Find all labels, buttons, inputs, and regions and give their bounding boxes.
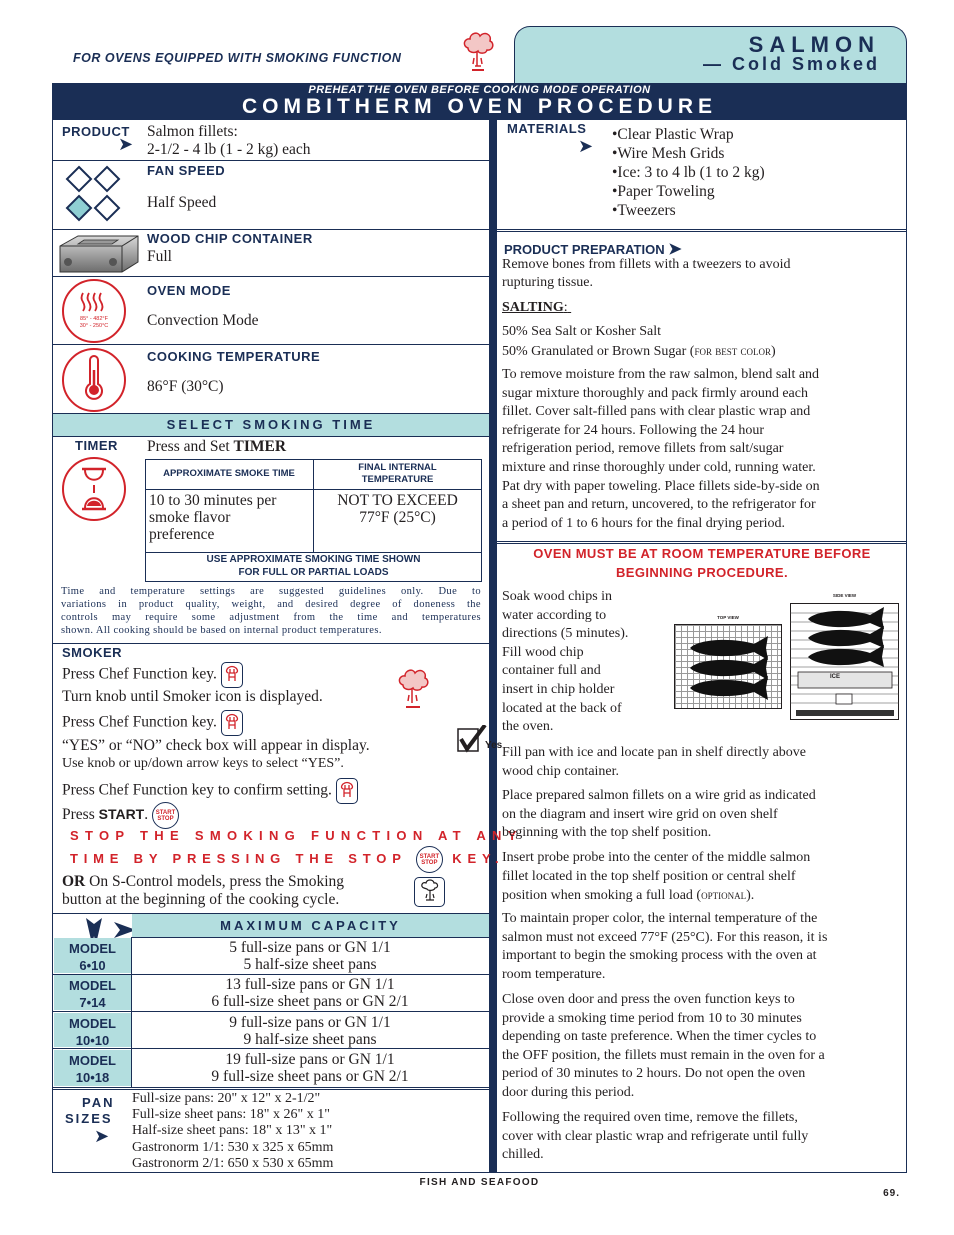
close-step-line: provide a smoking time period from 10 to 30 minutes bbox=[502, 1010, 802, 1026]
prep-line: fillet. Cover salt-filled pans with clear plastic wrap and bbox=[502, 404, 811, 420]
smoke-time-note-2: FOR FULL OR PARTIAL LOADS bbox=[238, 567, 389, 578]
salting-heading bbox=[502, 299, 571, 318]
timer-label: TIMER bbox=[75, 438, 118, 453]
final-step-line: chilled. bbox=[502, 1147, 544, 1163]
timer-word: TIMER bbox=[233, 438, 287, 455]
room-temp-warning-1: OVEN MUST BE AT ROOM TEMPERATURE BEFORE bbox=[533, 546, 871, 561]
model-number: 10•18 bbox=[75, 1070, 110, 1085]
smoker-step-6-text: Press Chef Function key to confirm setting. bbox=[62, 781, 332, 799]
final-step-line: cover with clear plastic wrap and refrigerate until fully bbox=[502, 1128, 809, 1144]
pan-size-line: Gastronorm 1/1: 530 x 325 x 65mm bbox=[132, 1139, 334, 1155]
prep-line: refrigerate for 24 hours. Following the 24 hour bbox=[502, 422, 765, 438]
material-item: •Ice: 3 to 4 lb (1 to 2 kg) bbox=[612, 164, 765, 181]
capacity-header: MAXIMUM CAPACITY bbox=[220, 918, 401, 933]
model-number: 7•14 bbox=[79, 995, 106, 1010]
smoker-step-2: Turn knob until Smoker icon is displayed. bbox=[62, 688, 323, 705]
smoking-time-header: SELECT SMOKING TIME bbox=[166, 417, 376, 432]
prep-line: a sheet pan and return, uncovered, to the refrigerator for bbox=[502, 497, 816, 513]
oven-mode-icon-text-2: 30° - 250°C bbox=[79, 323, 109, 329]
stop-key-icon[interactable] bbox=[416, 846, 443, 873]
smoker-label: SMOKER bbox=[62, 645, 123, 660]
footer-section: FISH AND SEAFOOD bbox=[419, 1177, 540, 1188]
cooking-temp-value: 86°F (30°C) bbox=[147, 378, 224, 395]
materials-label: MATERIALS bbox=[507, 121, 587, 136]
or-word: OR bbox=[62, 873, 86, 890]
final-temp-header-1: FINAL INTERNAL bbox=[358, 462, 437, 473]
grid-step-line: on the diagram and insert wire grid on oven shelf bbox=[502, 806, 778, 822]
capacity-line-2: 5 half-size sheet pans bbox=[243, 956, 377, 973]
top-view-fish bbox=[674, 624, 782, 709]
probe-optional: optional bbox=[701, 887, 747, 902]
salting-colon: : bbox=[563, 300, 568, 315]
probe-step-line: fillet located in the top shelf position or central shelf bbox=[502, 869, 796, 884]
close-step-line: Close oven door and press the oven function keys to bbox=[502, 992, 795, 1007]
thermometer-icon bbox=[62, 348, 126, 412]
probe-step-line: Insert probe probe into the center of the middle salmon bbox=[502, 850, 811, 865]
prep-line: sugar mixture thoroughly and pack firmly around each bbox=[502, 385, 808, 401]
final-step-line: Following the required oven time, remove the fillets, bbox=[502, 1110, 798, 1125]
s-control-line-1 bbox=[62, 873, 344, 891]
grid-step-line: Place prepared salmon fillets on a wire grid as indicated bbox=[502, 788, 816, 803]
pan-sizes-arrow-icon: ➤ bbox=[94, 1126, 110, 1146]
fan-speed-value: Half Speed bbox=[147, 194, 217, 211]
guideline-line-2: variations in product quality, weight, and desired degree of doneness the bbox=[61, 599, 481, 610]
probe-text: position when smoking a full load ( bbox=[502, 888, 702, 903]
press-set: Press and Set bbox=[147, 438, 230, 455]
start-stop-key-icon[interactable] bbox=[152, 802, 179, 829]
ice-step-line: Fill pan with ice and locate pan in shelf directly above bbox=[502, 745, 807, 760]
capacity-line-1: 9 full-size pans or GN 1/1 bbox=[229, 1014, 391, 1031]
salt-line-2-end: ) bbox=[770, 344, 776, 359]
probe-step-line bbox=[502, 886, 754, 906]
prep-arrow-icon: ➤ bbox=[668, 241, 682, 258]
prep-line: a period of 1 to 6 hours for the final drying period. bbox=[502, 515, 786, 531]
smoking-function-note: FOR OVENS EQUIPPED WITH SMOKING FUNCTION bbox=[73, 51, 402, 65]
press-set-text bbox=[147, 438, 286, 456]
chef-function-key-icon[interactable] bbox=[336, 778, 358, 804]
material-item: •Clear Plastic Wrap bbox=[612, 126, 734, 143]
prep-line: Pat dry with paper toweling. Place fillets side-by-side on bbox=[502, 478, 820, 494]
fan-speed-icon bbox=[63, 163, 123, 225]
model-label: MODEL bbox=[69, 978, 116, 993]
page-number: 69. bbox=[883, 1188, 900, 1199]
prep-line: mixture and rinse thoroughly under cold, running water. bbox=[502, 460, 816, 475]
smoker-step-1 bbox=[62, 662, 243, 688]
stop-key-icon-text: START STOP bbox=[419, 853, 440, 866]
model-badge bbox=[54, 1050, 131, 1086]
smoker-step-1-text: Press Chef Function key. bbox=[62, 665, 217, 683]
product-line-1: Salmon fillets: bbox=[147, 123, 238, 140]
smoke-time-line-3: preference bbox=[149, 526, 215, 543]
hourglass-icon bbox=[62, 457, 126, 521]
soak-line: located at the back of bbox=[502, 700, 622, 716]
smoke-time-line-2: smoke flavor bbox=[149, 509, 231, 526]
pan-size-line: Full-size pans: 20" x 12" x 2-1/2" bbox=[132, 1091, 321, 1106]
salt-line-1: 50% Sea Salt or Kosher Salt bbox=[502, 324, 662, 339]
period: . bbox=[144, 806, 149, 824]
convection-mode-icon bbox=[62, 279, 126, 343]
materials-arrow-icon: ➤ bbox=[578, 136, 594, 156]
smoker-step-7 bbox=[62, 802, 179, 829]
pan-size-line: Gastronorm 2/1: 650 x 530 x 65mm bbox=[132, 1155, 334, 1171]
oven-mode-icon-text-1: 85° - 482°F bbox=[80, 316, 108, 322]
product-arrow-icon: ➤ bbox=[118, 134, 134, 154]
page-subtitle: — Cold Smoked bbox=[702, 54, 880, 74]
material-item: •Paper Toweling bbox=[612, 183, 715, 200]
model-badge bbox=[54, 1013, 131, 1047]
soak-line: the oven. bbox=[502, 719, 554, 735]
start-word: START bbox=[98, 806, 145, 823]
smoker-step-5: Use knob or up/down arrow keys to select “YES”. bbox=[62, 756, 344, 771]
soak-line: insert in chip holder bbox=[502, 682, 615, 697]
model-label: MODEL bbox=[69, 1016, 116, 1031]
probe-end: ). bbox=[746, 888, 755, 903]
column-divider bbox=[489, 120, 497, 1173]
product-line-2: 2-1/2 - 4 lb (1 - 2 kg) each bbox=[147, 141, 311, 158]
smoker-step-6 bbox=[62, 778, 358, 804]
material-item: •Tweezers bbox=[612, 202, 676, 219]
ice-step-line: wood chip container. bbox=[502, 763, 620, 779]
procedure-title: COMBITHERM OVEN PROCEDURE bbox=[241, 95, 718, 118]
top-view-label: TOP VIEW bbox=[717, 615, 739, 620]
guideline-line-1: Time and temperature settings are suggested guidelines only. Due to bbox=[61, 586, 481, 597]
capacity-line-1: 5 full-size pans or GN 1/1 bbox=[229, 939, 391, 956]
cooking-temp-label: COOKING TEMPERATURE bbox=[147, 349, 321, 364]
pan-sizes-label-1: PAN bbox=[82, 1095, 115, 1110]
final-temp-line-1: NOT TO EXCEED bbox=[337, 492, 458, 509]
soak-line: directions (5 minutes). bbox=[502, 626, 629, 642]
smoke-cloud-icon bbox=[462, 30, 494, 72]
yes-label: Yes bbox=[485, 740, 503, 751]
page-title: SALMON bbox=[748, 32, 880, 57]
capacity-line-1: 19 full-size pans or GN 1/1 bbox=[225, 1051, 395, 1068]
close-step-line: the OFF position, the fillets must remain in the oven for a bbox=[502, 1047, 825, 1063]
chef-function-key-icon[interactable] bbox=[221, 710, 243, 736]
pan-size-line: Half-size sheet pans: 18" x 13" x 1" bbox=[132, 1123, 333, 1139]
soak-line: container full and bbox=[502, 663, 601, 679]
model-number: 6•10 bbox=[79, 958, 106, 973]
side-view-label: SIDE VIEW bbox=[832, 593, 857, 598]
product-label: PRODUCT bbox=[62, 124, 130, 139]
color-step-line: salmon must not exceed 77°F (25°C). For this reason, it is bbox=[502, 929, 828, 945]
close-step-line: depending on taste preference. When the timer cycles to bbox=[502, 1029, 817, 1045]
smoke-time-line-1: 10 to 30 minutes per bbox=[149, 492, 277, 509]
start-stop-icon-text: START STOP bbox=[155, 809, 176, 822]
salt-line-2-text: 50% Granulated or Brown Sugar ( bbox=[502, 344, 695, 359]
model-badge bbox=[54, 938, 131, 973]
capacity-line-2: 9 full-size sheet pans or GN 2/1 bbox=[211, 1068, 409, 1085]
model-number: 10•10 bbox=[75, 1033, 110, 1048]
salt-line-2 bbox=[502, 342, 776, 362]
s-control-line-2: button at the beginning of the cooking cycle. bbox=[62, 891, 340, 908]
s-control-text-1: On S-Control models, press the Smoking bbox=[89, 873, 345, 890]
material-item: •Wire Mesh Grids bbox=[612, 145, 725, 162]
prep-line: To remove moisture from the raw salmon, blend salt and bbox=[502, 367, 820, 382]
prep-line: refrigeration period, remove fillets from salt/sugar bbox=[502, 441, 784, 457]
preheat-note: PREHEAT THE OVEN BEFORE COOKING MODE OPERATION bbox=[308, 84, 651, 96]
close-step-line: door during this period. bbox=[502, 1085, 635, 1100]
color-step-line: room temperature. bbox=[502, 966, 606, 982]
grid-step-line: beginning with the top shelf position. bbox=[502, 825, 712, 841]
salt-line-2-note: for best color bbox=[694, 343, 771, 358]
wood-chip-value: Full bbox=[147, 248, 172, 265]
pan-size-line: Full-size sheet pans: 18" x 26" x 1" bbox=[132, 1107, 330, 1123]
smoker-icon bbox=[397, 667, 429, 711]
prep-intro-2: rupturing tissue. bbox=[502, 275, 593, 290]
oven-mode-value: Convection Mode bbox=[147, 312, 259, 329]
model-label: MODEL bbox=[69, 1053, 116, 1068]
ice-label: ICE bbox=[830, 674, 841, 680]
stop-warning-2b: KEY. bbox=[452, 851, 505, 866]
product-preparation-text: PRODUCT PREPARATION bbox=[504, 242, 665, 257]
smoker-step-3-text: Press Chef Function key. bbox=[62, 713, 217, 731]
final-temp-line-2: 77°F (25°C) bbox=[359, 509, 436, 526]
smoker-step-3 bbox=[62, 710, 243, 736]
fan-speed-label: FAN SPEED bbox=[147, 163, 226, 178]
side-view-diagram bbox=[790, 603, 899, 720]
press-word: Press bbox=[62, 806, 95, 824]
soak-line: Fill wood chip bbox=[502, 644, 584, 660]
smoking-button-icon[interactable] bbox=[414, 877, 445, 907]
capacity-line-2: 6 full-size sheet pans or GN 2/1 bbox=[211, 993, 409, 1010]
close-step-line: period of 30 minutes to 2 hours. Do not open the oven bbox=[502, 1066, 806, 1082]
room-temp-warning-2: BEGINNING PROCEDURE. bbox=[616, 565, 788, 580]
approx-smoke-time-header: APPROXIMATE SMOKE TIME bbox=[163, 468, 295, 479]
model-label: MODEL bbox=[69, 941, 116, 956]
chef-function-key-icon[interactable] bbox=[221, 662, 243, 688]
salting-text: SALTING bbox=[502, 300, 564, 315]
final-temp-header-2: TEMPERATURE bbox=[361, 474, 434, 485]
stop-warning-line-1: STOP THE SMOKING FUNCTION AT ANY bbox=[70, 828, 523, 843]
guideline-line-4: shown. All cooking should be based on internal product temperatures. bbox=[61, 625, 382, 636]
color-step-line: To maintain proper color, the internal temperature of the bbox=[502, 911, 818, 926]
wood-chip-container-icon bbox=[58, 232, 140, 274]
color-step-line: important to begin the smoking process with the oven at bbox=[502, 948, 817, 964]
smoker-step-4: “YES” or “NO” check box will appear in display. bbox=[62, 737, 370, 754]
soak-line: water according to bbox=[502, 607, 607, 623]
smoke-time-note-1: USE APPROXIMATE SMOKING TIME SHOWN bbox=[206, 554, 421, 565]
prep-intro-1: Remove bones from fillets with a tweezers to avoid bbox=[502, 257, 791, 272]
soak-line: Soak wood chips in bbox=[502, 589, 613, 604]
stop-warning-line-2 bbox=[70, 846, 504, 873]
stop-warning-2a: TIME BY PRESSING THE STOP bbox=[70, 851, 407, 866]
capacity-line-1: 13 full-size pans or GN 1/1 bbox=[225, 976, 395, 993]
oven-mode-label: OVEN MODE bbox=[147, 283, 231, 298]
capacity-line-2: 9 half-size sheet pans bbox=[243, 1031, 377, 1048]
wood-chip-label: WOOD CHIP CONTAINER bbox=[147, 231, 313, 246]
pan-sizes-label-2: SIZES bbox=[65, 1111, 113, 1126]
model-badge bbox=[54, 975, 131, 1010]
guideline-line-3: controls may require some adjustment from the time and temperatures bbox=[61, 612, 481, 623]
